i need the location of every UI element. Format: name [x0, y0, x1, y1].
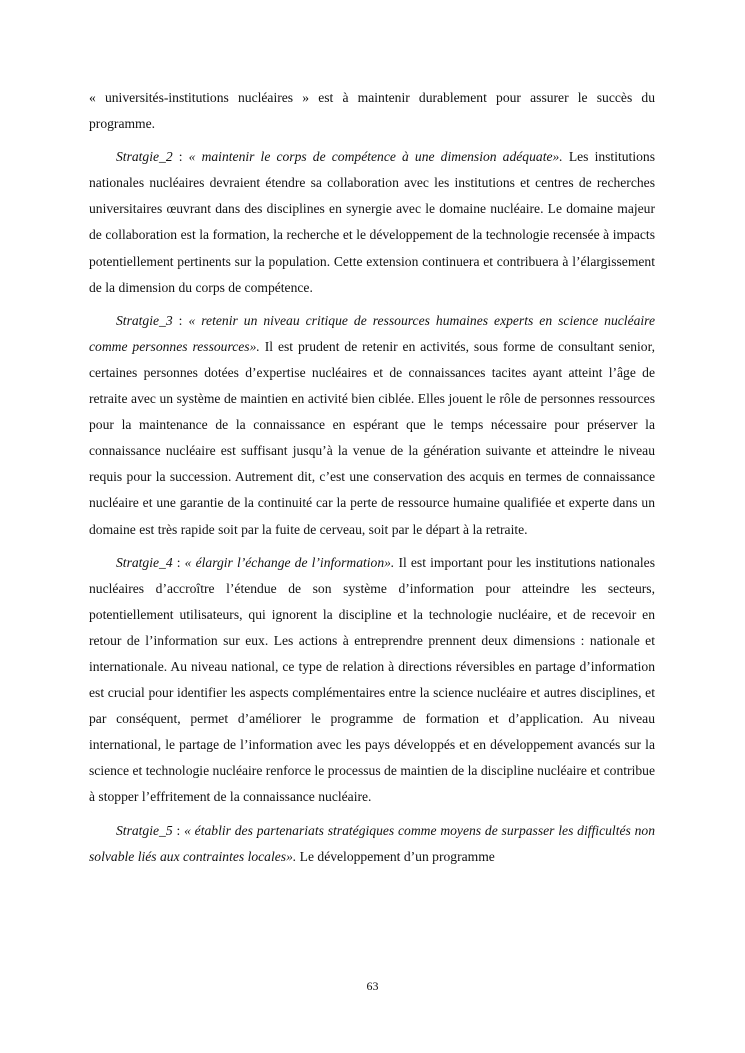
paragraph-text: « universités-institutions nucléaires » est à maintenir durablement pour assurer le succès du programme.: [89, 90, 655, 132]
strategy-quote: « maintenir le corps de compétence à une dimension adéquate».: [188, 149, 563, 165]
page-number: 63: [366, 979, 379, 993]
label-separator: :: [172, 149, 189, 165]
label-separator: :: [172, 554, 185, 570]
paragraph-strategy-3: [89, 308, 655, 543]
strategy-label: Stratgie_5: [116, 822, 173, 838]
strategy-body: Il est important pour les institutions nationales nucléaires d’accroître l’étendue de son système d’information pour atteindre les secteurs, potentiellement utilisateurs, qui ignorent la discipline et la technologie nucléaire, et de recevoir en retour de l’information sur eux. Les actions à entreprendre prennent deux dimensions : nationale et internationale. Au niveau national, ce type de relation à directions réversibles en partage d’information est crucial pour identifier les aspects complémentaires entre la science nucléaire et autres disciplines, et par conséquent, permet d’améliorer le programme de formation et d’application. Au niveau international, le partage de l’information avec les pays développés et en développement avancés sur la science et technologie nucléaire renforce le processus de maintien de la discipline nucléaire et contribue à stopper l’effritement de la connaissance nucléaire.: [89, 554, 655, 805]
strategy-label: Stratgie_2: [116, 149, 173, 165]
strategy-label: Stratgie_3: [116, 312, 173, 328]
strategy-body: Le développement d’un programme: [296, 848, 495, 864]
strategy-label: Stratgie_4: [116, 554, 173, 570]
strategy-quote: « établir des partenariats stratégiques comme moyens de surpasser les difficultés non solvable liés aux contraintes locales».: [89, 822, 655, 864]
paragraph-strategy-4: [89, 550, 655, 811]
strategy-body: Les institutions nationales nucléaires devraient étendre sa collaboration avec les institutions et centres de recherches universitaires œuvrant dans des disciplines en synergie avec le domaine nucléaire. Le domaine majeur de collaboration est la formation, la recherche et le développement de la technologie recensée à impacts potentiellement pertinents sur la population. Cette extension continuera et contribuera à l’élargissement de la dimension du corps de compétence.: [89, 149, 655, 295]
strategy-quote: « retenir un niveau critique de ressources humaines experts en science nucléaire comme personnes ressources».: [89, 312, 655, 354]
strategy-quote: « élargir l’échange de l’information».: [184, 554, 395, 570]
paragraph-strategy-2: [89, 144, 655, 301]
paragraph-continuation: [89, 85, 655, 137]
label-separator: :: [172, 312, 189, 328]
strategy-body: Il est prudent de retenir en activités, sous forme de consultant senior, certaines personnes dotées d’expertise nucléaires et de connaissances tacites ayant atteint l’âge de retraite avec un système de maintien en activité bien ciblée. Elles jouent le rôle de personnes ressources pour la maintenance de la connaissance en espérant que le temps nécessaire pour préserver la connaissance nucléaire est suffisant jusqu’à la venue de la génération suivante et atteindre le niveau requis pour la succession. Autrement dit, c’est une conservation des acquis en termes de connaissance nucléaire et une garantie de la continuité car la perte de ressource humaine qualifiée et experte dans un domaine est très rapide soit par la fuite de cerveau, soit par le départ à la retraite.: [89, 338, 655, 537]
label-separator: :: [172, 822, 185, 838]
body-text: [89, 85, 655, 877]
paragraph-strategy-5: [89, 818, 655, 870]
